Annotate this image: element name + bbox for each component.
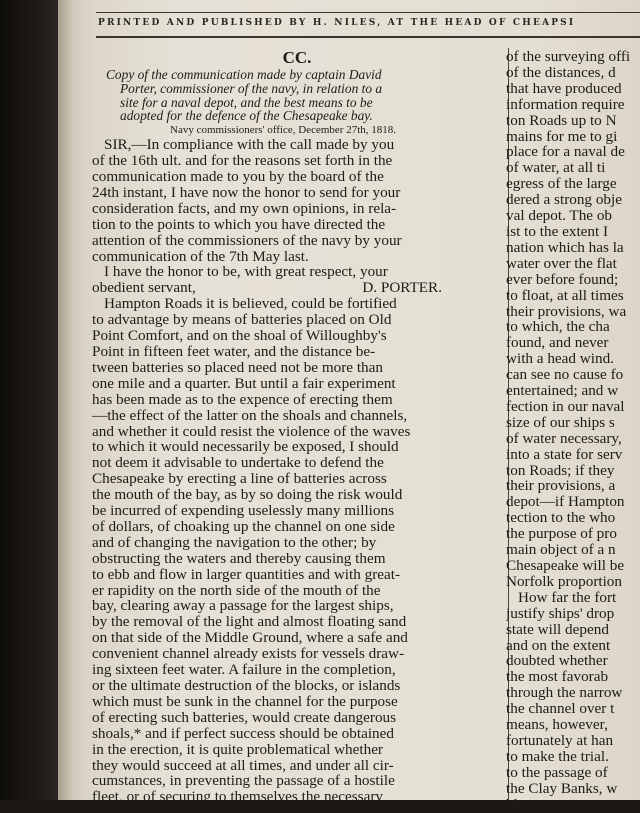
body-line: or the ultimate destruction of the blocks, or islands [92,677,401,694]
body-line: shoals,* and if perfect success should be obtained [92,724,394,742]
adjacent-column-line: How far the fort [518,588,617,606]
body-line: convenient channel already exists for vessels draw- [92,645,405,663]
letter-line: attention of the commissioners of the navy by your [92,231,402,249]
adjacent-column-line: size of our ships s [506,413,615,431]
dateline: Navy commissioners' office, December 27th, 1818. [170,124,396,137]
adjacent-column-line: ever before found; [506,270,619,288]
adjacent-column-line: of water necessary, [506,429,622,447]
adjacent-column-line: depot—if Hampton [506,493,625,511]
body-line: by the removal of the light and almost floating sand [92,613,407,631]
adjacent-column-line: through the narrow [506,684,623,702]
letter-line: I have the honor to be, with great respect, your [104,263,388,281]
adjacent-column-line: the most favorab [506,668,609,686]
adjacent-column-line: found, and never [506,334,609,352]
adjacent-column-line: into a state for serv [506,445,623,463]
adjacent-column-line: of water, at all ti [506,159,606,177]
signature-line [92,280,502,296]
adjacent-column-line: justify ships' drop [506,604,615,622]
body-line: bay, clearing away a passage for the largest ships, [92,597,394,615]
body-line: one mile and a quarter. But until a fair experiment [92,374,396,392]
adjacent-column-line: their provisions, a [506,477,616,495]
adjacent-column-line: with a head wind. [506,350,614,368]
body-line: has been made as to the expence of erecting them [92,390,393,408]
adjacent-column [506,49,640,813]
caption-line: Porter, commissioner of the navy, in relation to a [120,80,383,96]
adjacent-column-line: of the distances, d [506,63,616,81]
adjacent-column-line: their provisions, wa [506,302,627,320]
letter-line: of the 16th ult. and for the reasons set forth in the [92,152,393,170]
adjacent-column-line: val depot. The ob [506,207,613,225]
body-line: tween batteries so placed need not be more than [92,358,383,376]
adjacent-column-line: to the passage of [506,763,608,781]
letter-line: communication made to you by the board of the [92,168,384,185]
masthead: PRINTED AND PUBLISHED BY H. NILES, AT THE HEAD OF CHEAPSI [98,18,576,28]
adjacent-column-line: ton Roads; if they [506,461,615,479]
body-line: which must be sunk in the channel for the purpose [92,692,398,710]
adjacent-column-line: nation which has la [506,238,624,256]
article-column [92,50,502,805]
letter-line: consideration facts, and my own opinions, in rela- [92,199,397,217]
adjacent-column-line: the purpose of pro [506,525,617,543]
body-line: Point Comfort, and on the shoal of Willoughby's [92,327,387,345]
body-line: —the effect of the latter on the shoals and channels, [92,406,408,424]
adjacent-column-line: egress of the large [506,175,617,193]
body-line: to ebb and flow in larger quantities and with great- [92,565,401,583]
letter-text [92,137,502,296]
adjacent-column-line: Norfolk proportion [506,572,622,590]
masthead-top-rule [96,12,640,13]
signature: D. PORTER. [362,279,442,297]
adjacent-column-line: ble [506,795,525,813]
adjacent-column-line: doubted whether [506,652,608,670]
body-line: ing sixteen feet water. A failure in the completion, [92,661,396,679]
body-line: obstructing the waters and thereby causing them [92,549,386,567]
adjacent-column-line: to make the trial. [506,747,609,765]
body-line: cumstances, in preventing the passage of a hostile [92,772,395,790]
body-line: to which it would necessarily be exposed, I should [92,438,399,456]
adjacent-column-line: information require [506,95,625,113]
adjacent-column-line: of the surveying offi [506,49,631,65]
adjacent-column-line: water over the flat [506,254,617,272]
adjacent-column-line: means, however, [506,716,608,734]
adjacent-column-line: tection to the who [506,509,616,527]
adjacent-column-line: to which, the cha [506,318,610,336]
body-line: er rapidity on the north side of the mouth of the [92,581,381,599]
background-edge [0,0,58,800]
adjacent-column-line: that have produced [506,79,622,97]
caption-line: site for a naval depot, and the best means to be [120,94,373,110]
body-line: the mouth of the bay, as by so doing the risk would [92,486,403,504]
body-line: to advantage by means of batteries placed on Old [92,311,392,329]
adjacent-column-line: fortunately at han [506,731,614,749]
adjacent-column-line: dered a strong obje [506,191,622,209]
letter-line: 24th instant, I have now the honor to send for your [92,183,401,201]
adjacent-column-line: Chesapeake will be [506,557,625,574]
adjacent-column-line: fection in our naval [506,397,625,415]
body-line: be incurred of expending uselessly many millions [92,502,394,520]
letter-line: SIR,—In compliance with the call made by you [104,136,395,154]
body-line: Chesapeake by erecting a line of batteries across [92,470,387,488]
adjacent-column-line: and on the extent [506,636,611,654]
body-line: they would succeed at all times, and under all cir- [92,756,394,774]
body-line: and whether it could resist the violence of the waves [92,422,411,440]
body-line: Point in fifteen feet water, and the distance be- [92,342,376,360]
body-line: fleet, or of securing to themselves the necessary [92,788,383,806]
body-line: on that side of the Middle Ground, where a safe and [92,629,408,647]
letter-line: tion to the points to which you have directed the [92,215,386,233]
section-mark: CC. [282,48,312,67]
body-line: Hampton Roads it is believed, could be fortified [104,295,397,313]
adjacent-column-line: ist to the extent I [506,222,609,240]
adjacent-column-line: state will depend [506,620,609,638]
body-line: of erecting such batteries, would create dangerous [92,708,397,726]
closing-text: obedient servant, [92,279,196,297]
adjacent-column-line: the Clay Banks, w [506,779,618,797]
caption-line: Copy of the communication made by captain David [106,67,382,82]
caption-line: adopted for the defence of the Chesapeake bay. [120,108,373,124]
adjacent-column-line: can see no cause fo [506,366,624,384]
adjacent-column-line: place for a naval de [506,143,625,161]
adjacent-column-line: entertained; and w [506,382,619,400]
body-line: and of changing the navigation to the other; by [92,533,377,551]
letter-line: communication of the 7th May last. [92,247,309,265]
article-body [92,296,502,805]
adjacent-column-line: the channel over t [506,700,615,718]
article-caption [92,68,502,123]
adjacent-column-line: to float, at all times [506,286,624,304]
page-spine-shadow [58,0,72,800]
adjacent-column-line: ton Roads up to N [506,111,617,129]
adjacent-column-line: main object of a n [506,541,616,559]
body-line: not deem it advisable to undertake to defend the [92,454,384,472]
body-line: in the erection, it is quite problematical whether [92,740,383,758]
masthead-bottom-rule [96,36,640,38]
adjacent-column-line: mains for me to gi [506,127,618,145]
body-line: of dollars, of choaking up the channel on one side [92,517,395,535]
